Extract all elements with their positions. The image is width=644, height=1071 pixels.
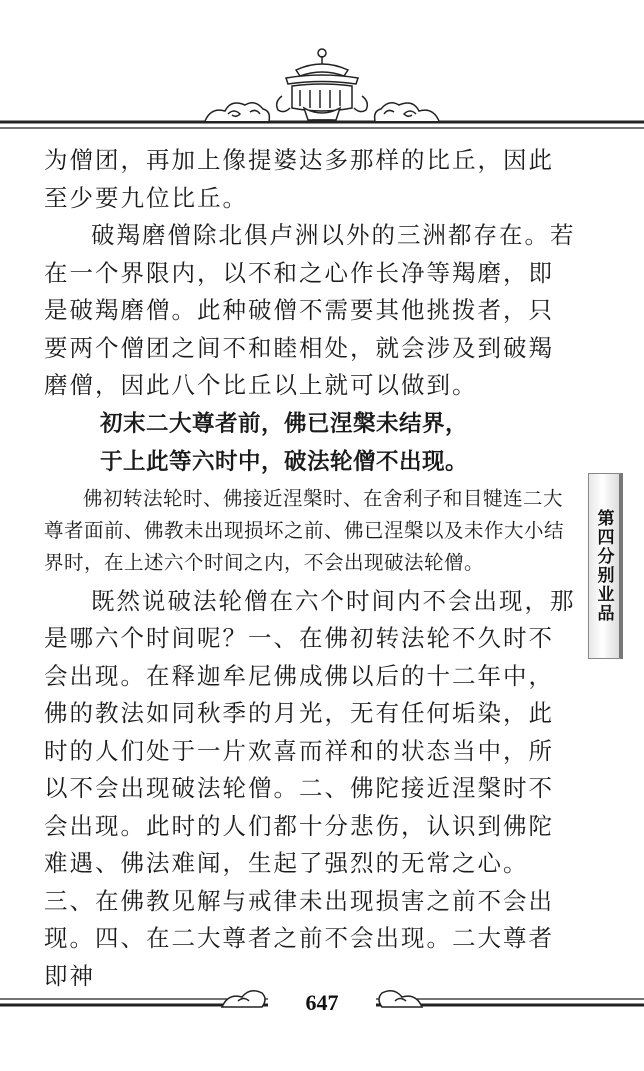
verse-line: 初末二大尊者前，佛已涅槃未结界， xyxy=(100,410,469,437)
victory-banner-ornament-icon xyxy=(0,0,644,135)
verse-line: 于上此等六时中，破法轮僧不出现。 xyxy=(100,448,469,475)
page-header-ornament xyxy=(0,0,644,135)
paragraph: 破羯磨僧除北俱卢洲以外的三洲都存在。若在一个界限内，以不和之心作长净等羯磨，即是破羯磨僧。此种破僧不需要其他挑拨者，只要两个僧团之间不和睦相处，就会涉及到破羯磨僧，因此八个比丘以上就可以做到。 xyxy=(44,221,576,399)
paragraph: 既然说破法轮僧在六个时间内不会出现，那是哪六个时间呢？一、在佛初转法轮不久时不会出现。在释迦牟尼佛成佛以后的十二年中，佛的教法如同秋季的月光，无有任何垢染，此时的人们处于一片欢喜而祥和的状态当中，所以不会出现破法轮僧。二、佛陀接近涅槃时不会出现。此时的人们都十分悲伤，认识到佛陀难遇、佛法难闻，生起了强烈的无常之心。三、在佛教见解与戒律未出现损害之前不会出现。四、在二大尊者之前不会出现。二大尊者即神 xyxy=(44,586,576,990)
page-number: 647 xyxy=(305,990,339,1015)
body-text xyxy=(44,142,576,995)
commentary-paragraph: 佛初转法轮时、佛接近涅槃时、在舍利子和目犍连二大尊者面前、佛教未出现损坏之前、佛已涅槃以及未作大小结界时，在上述六个时间之内，不会出现破法轮僧。 xyxy=(44,486,565,574)
chapter-side-tab xyxy=(588,473,623,659)
chapter-tab-label: 第四分别业品 xyxy=(593,509,614,623)
paragraph: 为僧团，再加上像提婆达多那样的比丘，因此至少要九位比丘。 xyxy=(44,146,554,212)
